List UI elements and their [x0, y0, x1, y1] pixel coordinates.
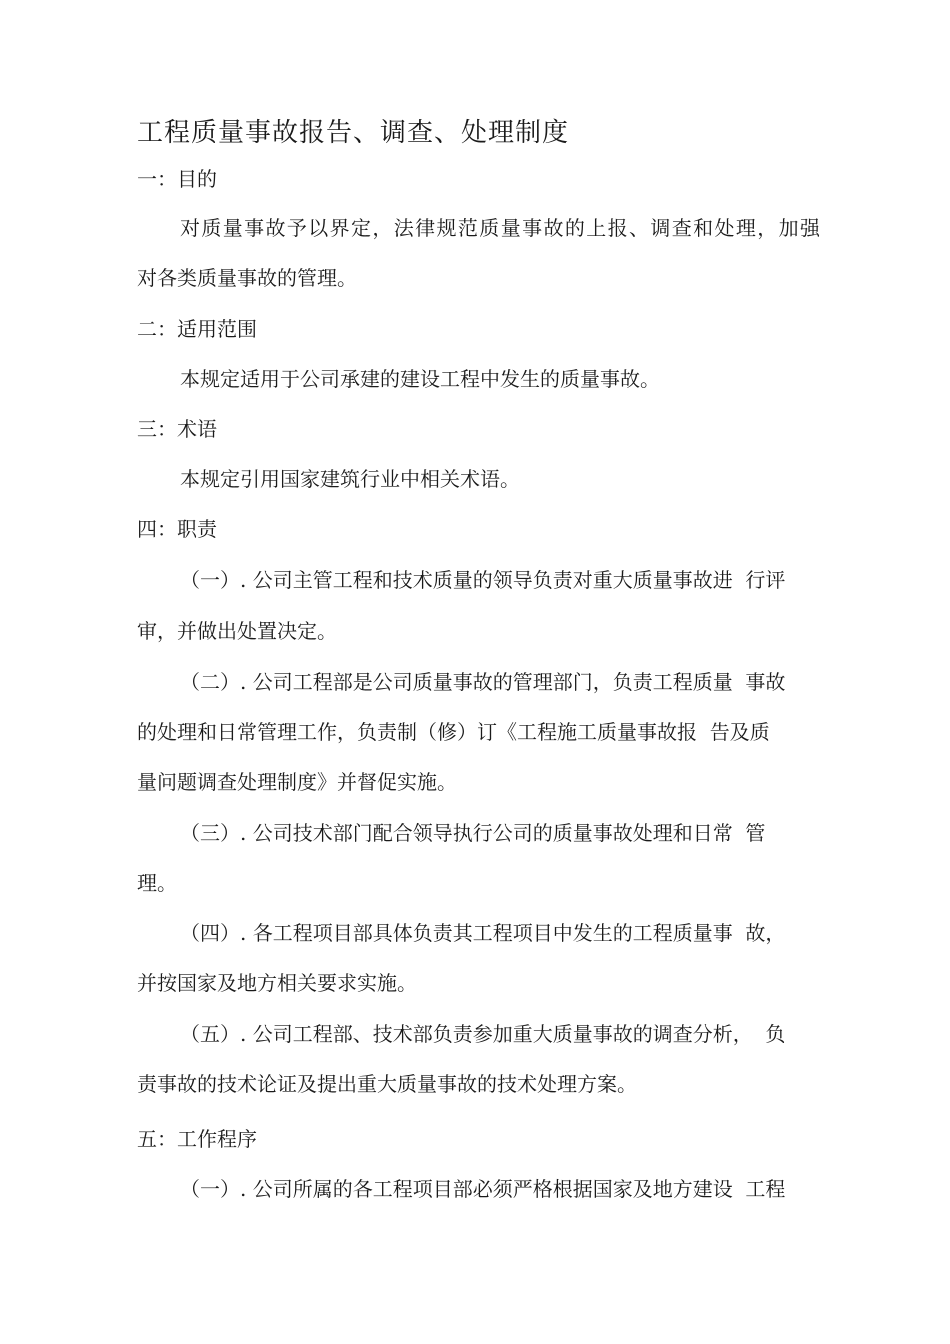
paragraph-line: 对各类质量事故的管理。 — [137, 266, 357, 290]
section-heading-4: 四：职责 — [137, 517, 217, 541]
paragraph-line: 责事故的技术论证及提出重大质量事故的技术处理方案。 — [137, 1072, 637, 1096]
paragraph-line: 并按国家及地方相关要求实施。 — [137, 971, 417, 995]
paragraph-line: 的处理和日常管理工作，负责制（修）订《工程施工质量事故报 告及质 — [137, 720, 770, 744]
paragraph-line: 本规定适用于公司承建的建设工程中发生的质量事故。 — [180, 367, 660, 391]
section-heading-3: 三：术语 — [137, 417, 217, 441]
paragraph-line: （一）. 公司所属的各工程项目部必须严格根据国家及地方建设 工程 — [180, 1177, 786, 1201]
paragraph-line: （一）. 公司主管工程和技术质量的领导负责对重大质量事故进 行评 — [180, 568, 786, 592]
paragraph-line: （二）. 公司工程部是公司质量事故的管理部门，负责工程质量 事故 — [180, 670, 786, 694]
paragraph-line: （五）. 公司工程部、技术部负责参加重大质量事故的调查分析， 负 — [180, 1022, 786, 1046]
paragraph-line: （三）. 公司技术部门配合领导执行公司的质量事故处理和日常 管 — [180, 821, 766, 845]
section-heading-5: 五：工作程序 — [137, 1127, 257, 1151]
paragraph-line: 本规定引用国家建筑行业中相关术语。 — [180, 467, 520, 491]
paragraph-line: 审，并做出处置决定。 — [137, 619, 337, 643]
section-heading-1: 一：目的 — [137, 167, 217, 191]
paragraph-line: 理。 — [137, 871, 177, 895]
paragraph-line: 量问题调查处理制度》并督促实施。 — [137, 770, 457, 794]
section-heading-2: 二：适用范围 — [137, 317, 257, 341]
paragraph-line: 对质量事故予以界定，法律规范质量事故的上报、调查和处理，加强 — [180, 216, 820, 240]
document-title: 工程质量事故报告、调查、处理制度 — [137, 118, 570, 148]
paragraph-line: （四）. 各工程项目部具体负责其工程项目中发生的工程质量事 故， — [180, 921, 786, 945]
